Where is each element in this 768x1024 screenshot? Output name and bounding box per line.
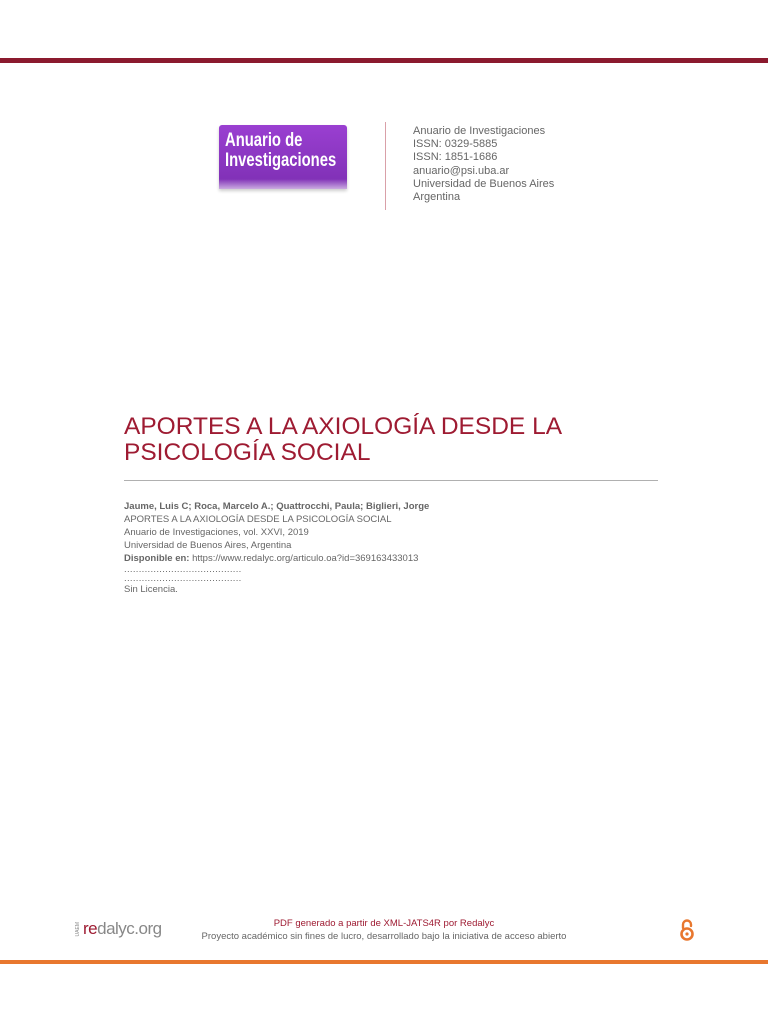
redalyc-prefix: re: [83, 919, 98, 938]
citation-block: [124, 500, 429, 596]
article-title-line1: APORTES A LA AXIOLOGÍA DESDE LA: [124, 413, 563, 440]
issn-electronic: ISSN: 1851-1686: [413, 151, 498, 164]
journal-name: Anuario de Investigaciones: [413, 125, 546, 137]
citation-authors: Jaume, Luis C; Roca, Marcelo A.; Quattrocchi, Paula; Biglieri, Jorge: [124, 501, 430, 512]
journal-info: [413, 125, 554, 204]
dotted-line-1: ........................................: [124, 564, 242, 575]
header-divider: [385, 122, 386, 210]
top-accent-bar: [0, 58, 768, 63]
journal-country: Argentina: [413, 191, 461, 204]
journal-logo: [219, 125, 347, 189]
uaem-label: UAEM: [75, 921, 81, 937]
redalyc-rest: dalyc.org: [97, 919, 162, 938]
issn-print: ISSN: 0329-5885: [413, 138, 498, 151]
article-title-line2: PSICOLOGÍA SOCIAL: [124, 439, 371, 466]
journal-email[interactable]: anuario@psi.uba.ar: [413, 164, 510, 177]
available-label: Disponible en:: [124, 553, 190, 564]
title-divider: [124, 480, 658, 481]
logo-fade: [219, 179, 347, 189]
footer-generated-note: PDF generado a partir de XML-JATS4R por Redalyc: [273, 918, 495, 929]
available-url[interactable]: https://www.redalyc.org/articulo.oa?id=369163433013: [192, 553, 419, 564]
footer-project-note: Proyecto académico sin fines de lucro, desarrollado bajo la iniciativa de acceso abierto: [201, 931, 567, 942]
article-title: [124, 414, 684, 466]
license-text: Sin Licencia.: [124, 584, 178, 595]
journal-logo-line2: Investigaciones: [225, 150, 337, 171]
citation-institution: Universidad de Buenos Aires, Argentina: [124, 540, 292, 551]
open-access-icon[interactable]: [678, 918, 696, 942]
citation-journal: Anuario de Investigaciones, vol. XXVI, 2019: [124, 527, 309, 538]
journal-logo-line1: Anuario de: [225, 130, 303, 151]
bottom-accent-bar: [0, 960, 768, 964]
journal-university: Universidad de Buenos Aires: [413, 177, 555, 190]
dotted-line-2: ........................................: [124, 573, 242, 584]
citation-title: APORTES A LA AXIOLOGÍA DESDE LA PSICOLOGÍA SOCIAL: [124, 514, 392, 525]
